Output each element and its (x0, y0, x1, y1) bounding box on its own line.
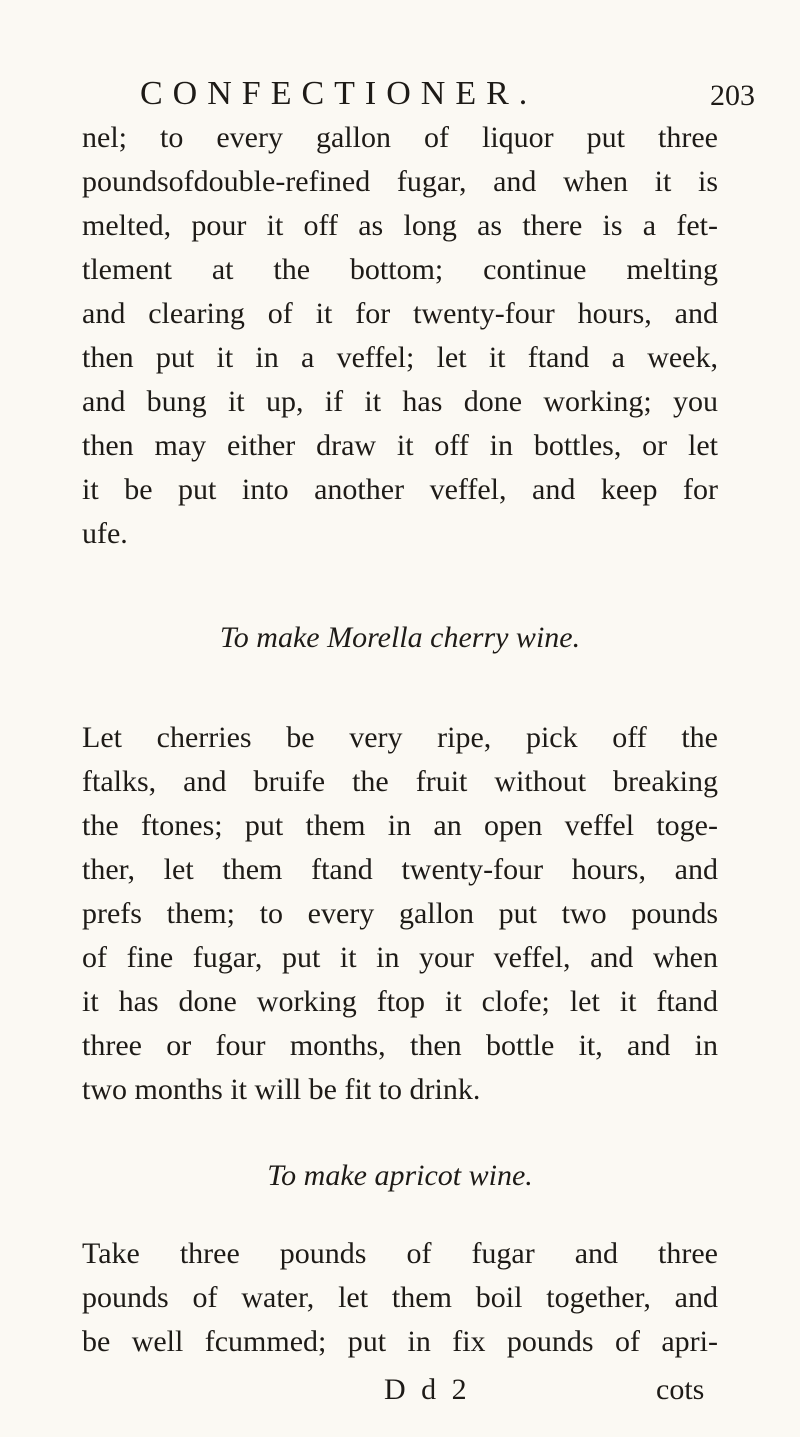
text-line: tlement at the bottom; continue melting (82, 253, 718, 286)
recipe-heading: To make Morella cherry wine. (219, 621, 581, 654)
text-line: it be put into another veffel, and keep for (82, 473, 718, 506)
text-line: the ftones; put them in an open veffel toge- (82, 809, 718, 842)
text-line: poundsofdouble-refined fugar, and when it is (82, 165, 718, 198)
page-footer (0, 1372, 800, 1412)
text-line: then may either draw it off in bottles, or let (82, 429, 718, 462)
text-line: it has done working ftop it clofe; let it ftand (82, 985, 718, 1018)
text-line: two months it will be fit to drink. (82, 1073, 481, 1106)
page-header (0, 74, 800, 114)
page-number: 203 (710, 79, 755, 112)
text-line: ther, let them ftand twenty-four hours, and (82, 853, 718, 886)
catchword: cots (656, 1373, 705, 1406)
text-line: be well fcummed; put in fix pounds of apri- (82, 1325, 718, 1358)
running-head: CONFECTIONER. (140, 75, 538, 112)
text-line: three or four months, then bottle it, and in (82, 1029, 718, 1062)
signature-mark: D d 2 (384, 1373, 471, 1406)
text-line: melted, pour it off as long as there is a fet- (82, 209, 718, 242)
text-line: of fine fugar, put it in your veffel, and when (82, 941, 718, 974)
text-line: pounds of water, let them boil together, and (82, 1281, 718, 1314)
text-line: Take three pounds of fugar and three (82, 1237, 718, 1270)
text-line: and bung it up, if it has done working; you (82, 385, 718, 418)
text-line: nel; to every gallon of liquor put three (82, 121, 718, 154)
text-line: then put it in a veffel; let it ftand a week, (82, 341, 718, 374)
text-line: Let cherries be very ripe, pick off the (82, 721, 718, 754)
text-line: and clearing of it for twenty-four hours, and (82, 297, 718, 330)
recipe-heading: To make apricot wine. (267, 1159, 533, 1192)
text-line: ufe. (82, 517, 128, 550)
text-line: prefs them; to every gallon put two pounds (82, 897, 718, 930)
text-line: ftalks, and bruife the fruit without breaking (82, 765, 718, 798)
